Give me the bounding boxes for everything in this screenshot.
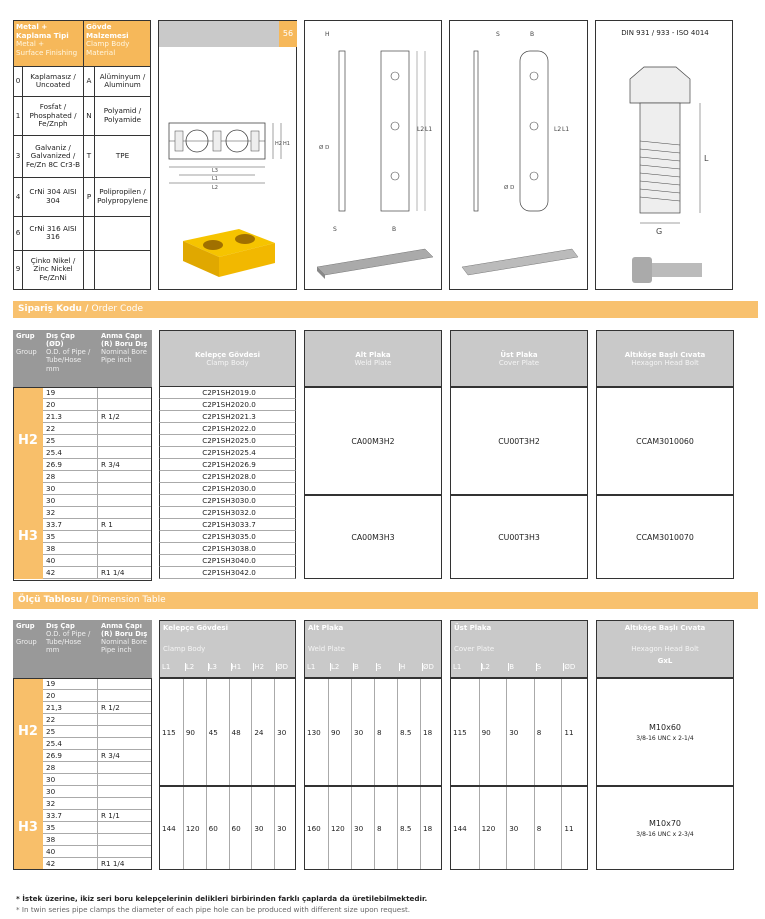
- dim-value: 30: [506, 679, 534, 785]
- finish-name: Galvaniz / Galvanized / Fe/Zn 8C Cr3-B: [23, 136, 84, 178]
- finish-name: Çinko Nikel / Zinc Nickel Fe/ZnNi: [23, 250, 84, 290]
- svg-text:L2: L2: [554, 126, 562, 133]
- nb-cell: [98, 774, 152, 786]
- body-code: [84, 217, 95, 250]
- group-label: H3: [13, 495, 43, 579]
- order-weld-code: CA00M3H2: [304, 387, 442, 495]
- dim-value: 120: [479, 787, 507, 869]
- dim-value: 130: [307, 728, 321, 737]
- page-number: 56: [279, 21, 297, 47]
- body-material: Polyamid / Polyamide: [95, 96, 151, 135]
- od-cell: 25.4: [43, 738, 98, 750]
- dim-cover-values: [450, 786, 588, 870]
- finish-code: 1: [14, 96, 23, 135]
- dim-cover-values: [450, 678, 588, 786]
- dim-col-header: L2: [481, 663, 507, 671]
- order-header-weld: Alt Plaka Weld Plate: [304, 330, 442, 387]
- nb-cell: R1 1/4: [98, 858, 152, 870]
- od-header: Dış Çap O.D. of Pipe / Tube/Hose mm: [43, 620, 98, 678]
- svg-text:L1: L1: [562, 126, 570, 133]
- nb-cell: [98, 471, 152, 483]
- clamp-body-code: C2P1SH2022.0: [159, 423, 296, 435]
- dim-col-header: H1: [231, 663, 252, 671]
- od-cell: 35: [43, 822, 98, 834]
- body-material: [95, 217, 151, 250]
- dim-value: 30: [351, 787, 374, 869]
- dim-col-header: L1: [162, 663, 171, 671]
- dim-value: 144: [162, 824, 176, 833]
- dim-value: 115: [162, 728, 176, 737]
- dim-body-values: [159, 786, 296, 870]
- group-header: Grup Group: [13, 330, 43, 387]
- dim-value: 18: [420, 679, 443, 785]
- cover-plate-technical-drawing: [450, 21, 589, 291]
- dim-value: 18: [420, 787, 443, 869]
- od-cell: 19: [43, 387, 98, 399]
- finish-code: 3: [14, 136, 23, 178]
- dim-value: 60: [229, 787, 252, 869]
- body-material: [95, 250, 151, 290]
- dim-value: 8: [534, 787, 562, 869]
- dim-col-header: L2: [185, 663, 206, 671]
- nb-cell: [98, 543, 152, 555]
- dim-col-header: L3: [208, 663, 229, 671]
- dim-weld-values: [304, 786, 442, 870]
- dimension-table: [13, 620, 733, 870]
- finish-name: CrNi 304 AISI 304: [23, 177, 84, 216]
- group-label: H3: [13, 786, 43, 870]
- svg-text:H2: H2: [275, 141, 282, 147]
- material-row: [14, 96, 151, 135]
- material-row: [14, 250, 151, 290]
- od-cell: 32: [43, 507, 98, 519]
- finish-code: 4: [14, 177, 23, 216]
- dim-value: 120: [183, 787, 206, 869]
- group-header: Grup Group: [13, 620, 43, 678]
- bolt-standard-title: DIN 931 / 933 - ISO 4014: [621, 29, 709, 37]
- dim-col-header: ØD: [422, 663, 443, 671]
- clamp-body-code: C2P1SH3033.7: [159, 519, 296, 531]
- dim-col-header: H: [399, 663, 420, 671]
- dim-value: 60: [206, 787, 229, 869]
- clamp-body-code: C2P1SH3042.0: [159, 567, 296, 579]
- nominal-bore-header: Anma Çapı (R) Boru Dış Nominal Bore Pipe inch: [98, 620, 152, 678]
- dim-col-header: L2: [330, 663, 351, 671]
- svg-text:H: H: [325, 31, 330, 38]
- nb-cell: [98, 846, 152, 858]
- clamp-body-code: C2P1SH2025.0: [159, 435, 296, 447]
- svg-text:L1: L1: [212, 176, 218, 182]
- od-cell: 30: [43, 495, 98, 507]
- dim-header-cover: Üst Plaka Cover Plate L1 L2 B S ØD: [450, 620, 588, 678]
- finish-code: 0: [14, 66, 23, 96]
- nb-cell: [98, 387, 152, 399]
- clamp-body-code: C2P1SH2020.0: [159, 399, 296, 411]
- od-cell: 26.9: [43, 459, 98, 471]
- material-row: [14, 177, 151, 216]
- od-cell: 25: [43, 726, 98, 738]
- dim-value: 8.5: [397, 787, 420, 869]
- dim-header-bolt: Altıköşe Başlı Cıvata Hexagon Head Bolt GxL: [596, 620, 734, 678]
- svg-text:S: S: [333, 226, 337, 233]
- dim-value: 30: [351, 679, 374, 785]
- dim-value: 90: [183, 679, 206, 785]
- od-cell: 20: [43, 399, 98, 411]
- od-cell: 33.7: [43, 810, 98, 822]
- nb-cell: [98, 555, 152, 567]
- nb-cell: [98, 531, 152, 543]
- dim-value: 8: [374, 787, 397, 869]
- group-label: H2: [13, 678, 43, 786]
- clamp-body-code: C2P1SH2021.3: [159, 411, 296, 423]
- order-cover-code: CU00T3H2: [450, 387, 588, 495]
- svg-text:Ø D: Ø D: [319, 145, 330, 151]
- dim-value: 160: [307, 824, 321, 833]
- od-cell: 21,3: [43, 702, 98, 714]
- od-cell: 21.3: [43, 411, 98, 423]
- svg-text:L: L: [704, 154, 709, 163]
- nb-cell: [98, 834, 152, 846]
- nb-cell: [98, 399, 152, 411]
- dim-left-header: [13, 620, 152, 678]
- nb-cell: [98, 423, 152, 435]
- od-cell: 22: [43, 714, 98, 726]
- dim-col-header: L1: [307, 663, 316, 671]
- order-code-table: [13, 330, 733, 581]
- nb-cell: [98, 483, 152, 495]
- dim-value: 90: [479, 679, 507, 785]
- dim-value: 8.5: [397, 679, 420, 785]
- clamp-body-code: C2P1SH3040.0: [159, 555, 296, 567]
- od-cell: 32: [43, 798, 98, 810]
- bolt-technical-drawing: [596, 61, 734, 291]
- svg-text:S: S: [496, 31, 500, 38]
- clamp-body-code: C2P1SH2026.9: [159, 459, 296, 471]
- order-header-cover: Üst Plaka Cover Plate: [450, 330, 588, 387]
- dim-value: 30: [251, 787, 274, 869]
- material-row: [14, 66, 151, 96]
- svg-text:L2: L2: [212, 185, 218, 191]
- nb-cell: R 1/2: [98, 702, 152, 714]
- od-cell: 26.9: [43, 750, 98, 762]
- nb-cell: R 3/4: [98, 459, 152, 471]
- dim-value: 30: [274, 787, 297, 869]
- dim-value: 11: [561, 787, 589, 869]
- bolt-drawing-panel: [595, 20, 733, 290]
- footnote-tr: * İstek üzerine, ikiz seri boru kelepçelerinin delikleri birbirinden farklı çaplarda da üretilebilmektedir.: [16, 894, 428, 903]
- dim-value: 30: [506, 787, 534, 869]
- od-cell: 30: [43, 786, 98, 798]
- nb-cell: [98, 678, 152, 690]
- material-table: [13, 20, 151, 290]
- group-label: H2: [13, 387, 43, 495]
- od-cell: 28: [43, 471, 98, 483]
- dim-col-header: S: [536, 663, 562, 671]
- od-cell: 40: [43, 846, 98, 858]
- order-bolt-code: CCAM3010070: [596, 495, 734, 579]
- od-cell: 35: [43, 531, 98, 543]
- finish-name: Fosfat / Phosphated / Fe/Znph: [23, 96, 84, 135]
- od-cell: 42: [43, 567, 98, 579]
- od-cell: 42: [43, 858, 98, 870]
- finish-code: 9: [14, 250, 23, 290]
- dim-value: 24: [251, 679, 274, 785]
- dim-col-header: ØD: [563, 663, 589, 671]
- od-cell: 19: [43, 678, 98, 690]
- dim-value: 45: [206, 679, 229, 785]
- nb-cell: R 3/4: [98, 750, 152, 762]
- material-row: [14, 217, 151, 250]
- order-header-bolt: Altıköşe Başlı Cıvata Hexagon Head Bolt: [596, 330, 734, 387]
- dim-header-weld: Alt Plaka Weld Plate L1 L2 B S H ØD: [304, 620, 442, 678]
- dim-bolt-values: M10x60 3/8-16 UNC x 2-1/4: [596, 678, 734, 786]
- svg-text:H1: H1: [283, 141, 290, 147]
- nb-cell: [98, 690, 152, 702]
- nb-cell: [98, 447, 152, 459]
- dim-bolt-values: M10x70 3/8-16 UNC x 2-3/4: [596, 786, 734, 870]
- dim-header-body: Kelepçe Gövdesi Clamp Body L1 L2 L3 H1 H2 ØD: [159, 620, 296, 678]
- nb-cell: R1 1/4: [98, 567, 152, 579]
- nb-cell: [98, 495, 152, 507]
- order-code-section-bar: Sipariş Kodu / Order Code: [13, 301, 758, 318]
- nb-cell: [98, 714, 152, 726]
- body-material: Alüminyum / Aluminum: [95, 66, 151, 96]
- dim-value: 8: [534, 679, 562, 785]
- dim-col-header: S: [376, 663, 397, 671]
- dim-weld-values: [304, 678, 442, 786]
- body-material: Polipropilen / Polypropylene: [95, 177, 151, 216]
- finish-name: Kaplamasız / Uncoated: [23, 66, 84, 96]
- dim-body-values: [159, 678, 296, 786]
- dim-value: 120: [328, 787, 351, 869]
- od-cell: 30: [43, 774, 98, 786]
- dim-col-header: B: [353, 663, 374, 671]
- nb-cell: [98, 762, 152, 774]
- dim-value: 11: [561, 679, 589, 785]
- body-code: [84, 250, 95, 290]
- body-code: T: [84, 136, 95, 178]
- weld-plate-drawing-panel: [304, 20, 442, 290]
- order-bolt-code: CCAM3010060: [596, 387, 734, 495]
- nb-cell: R 1: [98, 519, 152, 531]
- order-header-body: Kelepçe Gövdesi Clamp Body: [159, 330, 296, 387]
- dim-value: 8: [374, 679, 397, 785]
- od-cell: 28: [43, 762, 98, 774]
- od-cell: 38: [43, 543, 98, 555]
- dim-value: 90: [328, 679, 351, 785]
- order-weld-code: CA00M3H3: [304, 495, 442, 579]
- clamp-body-code: C2P1SH3030.0: [159, 495, 296, 507]
- nb-cell: [98, 738, 152, 750]
- svg-text:L3: L3: [212, 168, 218, 174]
- od-cell: 20: [43, 690, 98, 702]
- clamp-body-code: C2P1SH2030.0: [159, 483, 296, 495]
- nb-cell: R 1/1: [98, 810, 152, 822]
- dim-col-header: B: [508, 663, 534, 671]
- od-header: Dış Çap (ØD) O.D. of Pipe / Tube/Hose mm: [43, 330, 98, 387]
- od-cell: 25.4: [43, 447, 98, 459]
- footnote-en: * In twin series pipe clamps the diameter of each pipe hole can be produced with different size upon request.: [16, 905, 411, 914]
- od-cell: 38: [43, 834, 98, 846]
- body-code: N: [84, 96, 95, 135]
- clamp-photo: [179, 221, 279, 281]
- clamp-body-code: C2P1SH2025.4: [159, 447, 296, 459]
- svg-text:L2: L2: [417, 126, 425, 133]
- od-cell: 22: [43, 423, 98, 435]
- finish-name: CrNi 316 AISI 316: [23, 217, 84, 250]
- material-header-metal: Metal + Kaplama Tipi Metal + Surface Finishing: [14, 21, 84, 67]
- svg-text:G: G: [656, 227, 663, 236]
- svg-text:L1: L1: [425, 126, 433, 133]
- od-cell: 40: [43, 555, 98, 567]
- order-left-header: [13, 330, 152, 387]
- finish-code: 6: [14, 217, 23, 250]
- clamp-body-code: C2P1SH3032.0: [159, 507, 296, 519]
- body-material: TPE: [95, 136, 151, 178]
- nb-cell: [98, 507, 152, 519]
- order-cover-code: CU00T3H3: [450, 495, 588, 579]
- clamp-body-code: C2P1SH2019.0: [159, 387, 296, 399]
- dim-value: 144: [453, 824, 467, 833]
- dimension-table-section-bar: Ölçü Tablosu / Dimension Table: [13, 592, 758, 609]
- material-row: [14, 136, 151, 178]
- dim-value: 115: [453, 728, 467, 737]
- svg-text:Ø D: Ø D: [504, 185, 515, 191]
- nb-cell: [98, 798, 152, 810]
- nominal-bore-header: Anma Çapı (R) Boru Dış Nominal Bore Pipe inch: [98, 330, 152, 387]
- nb-cell: R 1/2: [98, 411, 152, 423]
- od-cell: 25: [43, 435, 98, 447]
- nb-cell: [98, 786, 152, 798]
- dim-col-header: ØD: [276, 663, 297, 671]
- nb-cell: [98, 726, 152, 738]
- dim-col-header: H2: [253, 663, 274, 671]
- svg-text:B: B: [392, 226, 397, 233]
- od-cell: 30: [43, 483, 98, 495]
- nb-cell: [98, 435, 152, 447]
- body-code: P: [84, 177, 95, 216]
- weld-plate-technical-drawing: [305, 21, 443, 291]
- dim-col-header: L1: [453, 663, 462, 671]
- body-code: A: [84, 66, 95, 96]
- clamp-body-code: C2P1SH3038.0: [159, 543, 296, 555]
- dim-value: 48: [229, 679, 252, 785]
- dim-value: 30: [274, 679, 297, 785]
- od-cell: 33.7: [43, 519, 98, 531]
- clamp-body-code: C2P1SH2028.0: [159, 471, 296, 483]
- material-header-body: Gövde Malzemesi Clamp Body Material: [84, 21, 151, 67]
- clamp-technical-drawing: [163, 101, 293, 201]
- svg-text:B: B: [530, 31, 535, 38]
- cover-plate-drawing-panel: [449, 20, 588, 290]
- nb-cell: [98, 822, 152, 834]
- clamp-body-code: C2P1SH3035.0: [159, 531, 296, 543]
- clamp-drawing-panel: [158, 20, 297, 290]
